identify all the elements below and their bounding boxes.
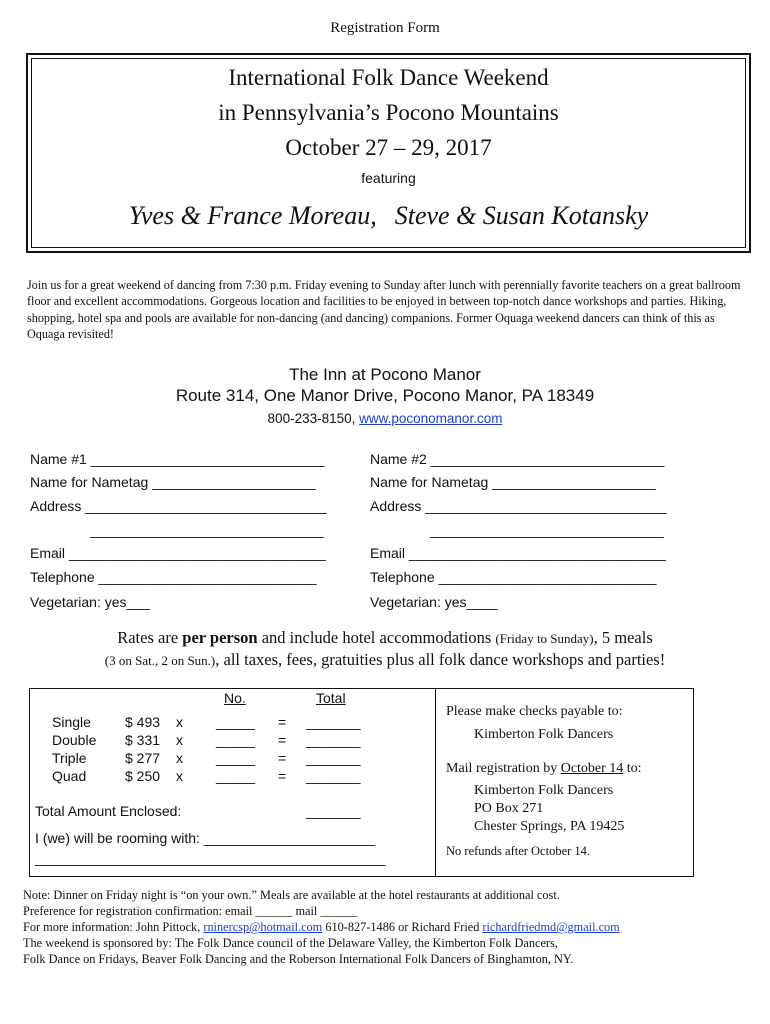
- nametag2-field[interactable]: Name for Nametag _____________________: [370, 474, 656, 490]
- mail-text: to:: [623, 761, 642, 776]
- email2-field[interactable]: Email _________________________________: [370, 545, 666, 561]
- equals-sign: =: [278, 750, 287, 766]
- vegetarian1-field[interactable]: Vegetarian: yes___: [30, 594, 150, 610]
- room-type-triple: Triple: [52, 750, 87, 766]
- address2-field[interactable]: Address _______________________________: [370, 498, 667, 514]
- price-double: $ 331: [125, 732, 161, 748]
- price-quad: $ 250: [125, 768, 161, 784]
- name1-field[interactable]: Name #1 ______________________________: [30, 451, 325, 467]
- note-more-info: [23, 919, 763, 935]
- rates-text: , all taxes, fees, gratuities plus all folk dance workshops and parties!: [215, 650, 666, 669]
- room-type-single: Single: [52, 714, 91, 730]
- venue-address: Route 314, One Manor Drive, Pocono Manor, PA 18349: [175, 386, 595, 405]
- featuring-label: featuring: [361, 170, 416, 186]
- total-single-field[interactable]: _______: [306, 714, 361, 730]
- note-sponsors-continued: Folk Dance on Fridays, Beaver Folk Dancing and the Roberson International Folk Dancers of Binghamton, NY.: [23, 952, 574, 966]
- address1-field[interactable]: Address _______________________________: [30, 498, 327, 514]
- event-header-box: [26, 53, 751, 253]
- address1-line2-field[interactable]: ______________________________: [90, 522, 324, 538]
- rooming-with-line2-field[interactable]: _____________________________________________: [35, 850, 386, 866]
- address2-line2-field[interactable]: ______________________________: [430, 522, 664, 538]
- col-header-no: No.: [224, 690, 246, 706]
- telephone1-field[interactable]: Telephone ____________________________: [30, 569, 317, 585]
- col-header-total: Total: [316, 690, 346, 706]
- total-enclosed-field[interactable]: _______: [306, 803, 361, 819]
- event-title-line1: International Folk Dance Weekend: [228, 65, 549, 90]
- times-sign: x: [176, 732, 183, 748]
- rates-meals-detail: (3 on Sat., 2 on Sun.): [104, 653, 216, 668]
- qty-single-field[interactable]: _____: [216, 714, 255, 730]
- rates-statement-line1: [0, 628, 770, 648]
- qty-quad-field[interactable]: _____: [216, 768, 255, 784]
- rate-box-divider: [435, 689, 436, 876]
- rates-text: Rates are: [117, 628, 183, 647]
- equals-sign: =: [278, 768, 287, 784]
- qty-triple-field[interactable]: _____: [216, 750, 255, 766]
- mail-address-line3: Chester Springs, PA 19425: [474, 819, 625, 834]
- document-title: Registration Form: [330, 20, 440, 36]
- price-single: $ 493: [125, 714, 161, 730]
- venue-website-link[interactable]: www.poconomanor.com: [359, 411, 503, 426]
- email1-field[interactable]: Email _________________________________: [30, 545, 326, 561]
- footer-notes: [23, 887, 763, 967]
- total-double-field[interactable]: _______: [306, 732, 361, 748]
- venue-name: The Inn at Pocono Manor: [289, 365, 481, 384]
- mail-address-line2: PO Box 271: [474, 801, 544, 816]
- teacher-moreau: Yves & France Moreau,: [128, 201, 377, 230]
- rooming-with-field[interactable]: I (we) will be rooming with: ______________________: [35, 830, 376, 846]
- note-dinner: Note: Dinner on Friday night is “on your own.” Meals are available at the hotel restaurants at additional cost.: [23, 888, 560, 902]
- email-link-pittock[interactable]: rninercsp@hotmail.com: [203, 920, 323, 934]
- equals-sign: =: [278, 714, 287, 730]
- payee-name: Kimberton Folk Dancers: [474, 727, 614, 742]
- event-header-inner-border: [31, 58, 746, 248]
- mail-address-line1: Kimberton Folk Dancers: [474, 783, 614, 798]
- rates-text: , 5 meals: [593, 628, 653, 647]
- times-sign: x: [176, 768, 183, 784]
- event-title-line2: in Pennsylvania’s Pocono Mountains: [218, 100, 559, 125]
- telephone2-field[interactable]: Telephone ____________________________: [370, 569, 657, 585]
- featured-teachers: [32, 201, 745, 231]
- mail-deadline-date: October 14: [560, 761, 624, 776]
- refund-policy: No refunds after October 14.: [446, 844, 591, 858]
- total-enclosed-label: Total Amount Enclosed:: [35, 803, 182, 819]
- times-sign: x: [176, 750, 183, 766]
- qty-double-field[interactable]: _____: [216, 732, 255, 748]
- venue-contact: [0, 411, 770, 426]
- total-triple-field[interactable]: _______: [306, 750, 361, 766]
- rates-days: (Friday to Sunday): [495, 631, 594, 646]
- teacher-kotansky: Steve & Susan Kotansky: [394, 201, 649, 230]
- mail-text: Mail registration by: [446, 761, 561, 776]
- rate-table-box: [29, 688, 694, 877]
- note-text: For more information: John Pittock,: [23, 920, 204, 934]
- note-confirmation-preference: Preference for registration confirmation: email ______ mail ______: [23, 904, 358, 918]
- venue-phone: 800-233-8150,: [267, 411, 360, 426]
- event-dates: October 27 – 29, 2017: [285, 135, 492, 160]
- mail-deadline: [446, 761, 642, 777]
- intro-paragraph: Join us for a great weekend of dancing from 7:30 p.m. Friday evening to Sunday after lunch with perennially favorite teachers on a great ballroom floor and excellent accommodations. Gorgeous location and facilities to be enjoyed in between top-notch dance workshops and parties. Hiking, shopping, hotel spa and pools are available for non-dancing (and dancing) companions. Former Oquaga weekend dancers can think of this as Oquaga revisited!: [27, 278, 741, 341]
- total-quad-field[interactable]: _______: [306, 768, 361, 784]
- name2-field[interactable]: Name #2 ______________________________: [370, 451, 665, 467]
- rates-text: and include hotel accommodations: [257, 628, 496, 647]
- nametag1-field[interactable]: Name for Nametag _____________________: [30, 474, 316, 490]
- price-triple: $ 277: [125, 750, 161, 766]
- note-sponsors: The weekend is sponsored by: The Folk Dance council of the Delaware Valley, the Kimberton Folk Dancers,: [23, 936, 558, 950]
- equals-sign: =: [278, 732, 287, 748]
- vegetarian2-field[interactable]: Vegetarian: yes____: [370, 594, 498, 610]
- room-type-quad: Quad: [52, 768, 87, 784]
- rates-per-person: per person: [182, 628, 258, 647]
- note-text: 610-827-1486 or Richard Fried: [322, 920, 483, 934]
- email-link-fried[interactable]: richardfriedmd@gmail.com: [482, 920, 620, 934]
- times-sign: x: [176, 714, 183, 730]
- checks-payable-label: Please make checks payable to:: [446, 704, 623, 719]
- room-type-double: Double: [52, 732, 97, 748]
- rates-statement-line2: [0, 650, 770, 670]
